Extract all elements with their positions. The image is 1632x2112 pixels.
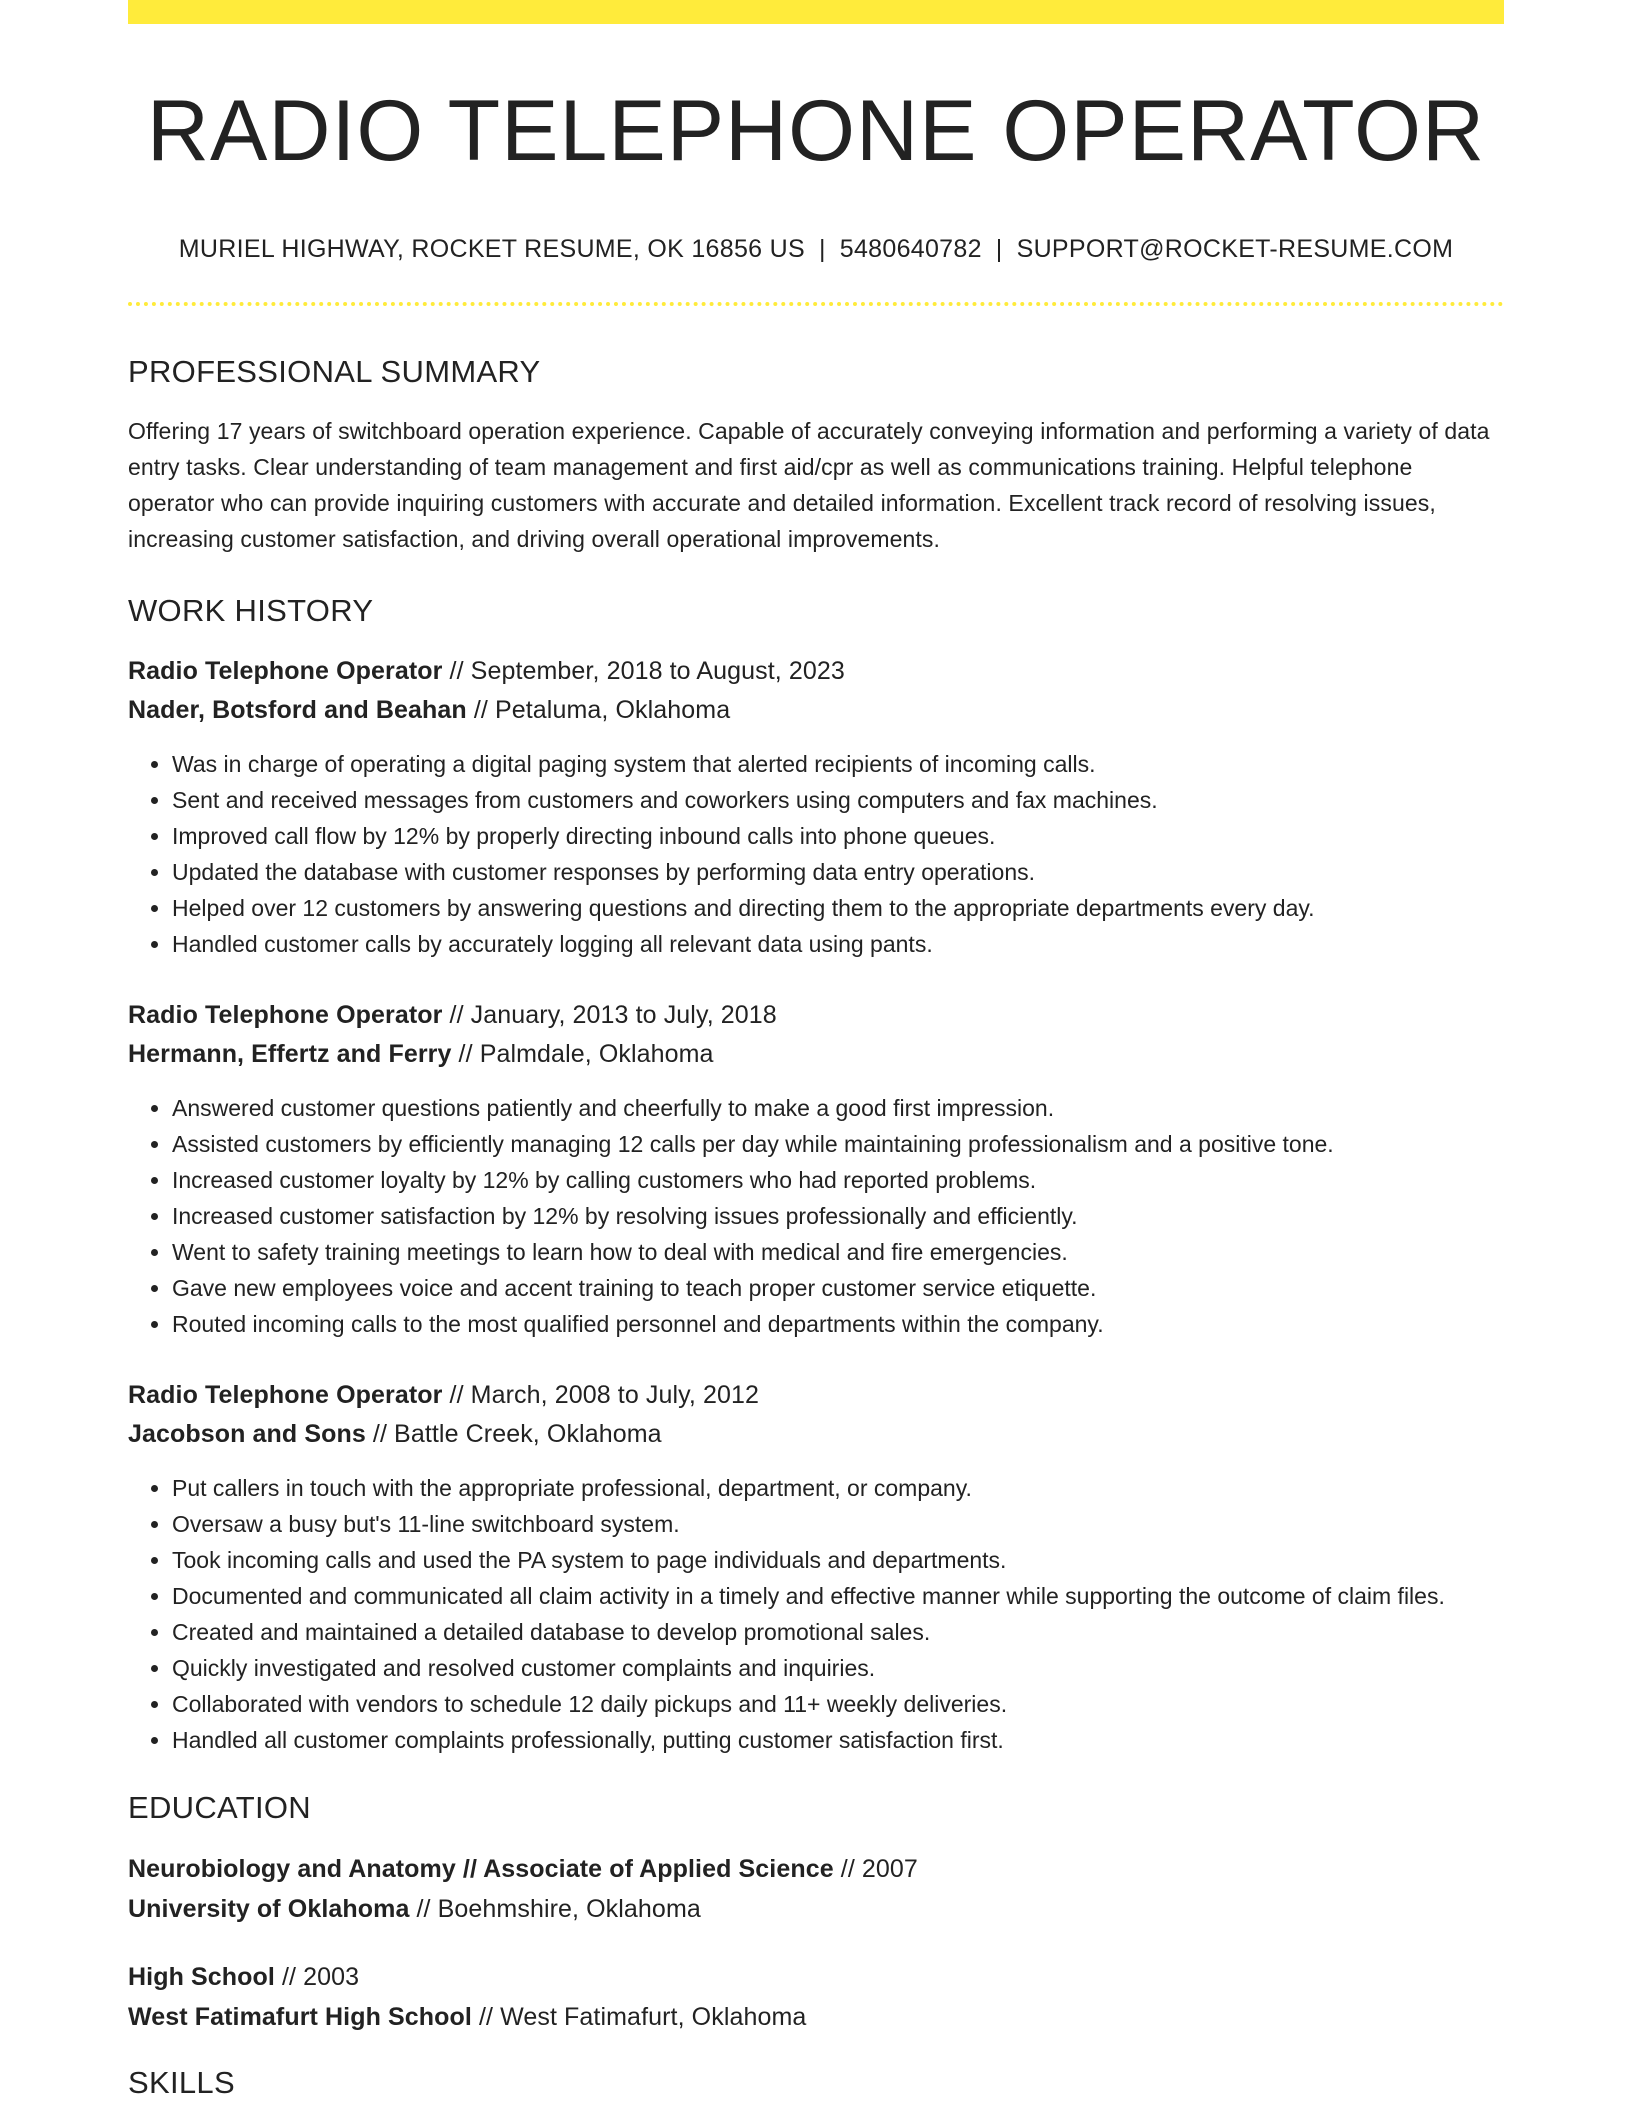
job-location: // Palmdale, Oklahoma bbox=[451, 1039, 714, 1068]
list-item: • Sent and received messages from customers and coworkers using computers and fax machines. bbox=[172, 782, 1504, 818]
list-item: • Handled all customer complaints professionally, putting customer satisfaction first. bbox=[172, 1722, 1504, 1758]
education-degree: Neurobiology and Anatomy // Associate of Applied Science bbox=[128, 1854, 834, 1883]
skills-heading: SKILLS bbox=[128, 2064, 235, 2100]
list-item: • Handled customer calls by accurately logging all relevant data using pants. bbox=[172, 926, 1504, 962]
list-item: • Answered customer questions patiently and cheerfully to make a good first impression. bbox=[172, 1090, 1504, 1126]
job-dates: // March, 2008 to July, 2012 bbox=[442, 1380, 759, 1409]
contact-line bbox=[128, 235, 1504, 264]
list-item: • Collaborated with vendors to schedule 12 daily pickups and 11+ weekly deliveries. bbox=[172, 1686, 1504, 1722]
job-company-line bbox=[128, 1415, 1504, 1454]
accent-top-bar bbox=[128, 0, 1504, 24]
phone: 5480640782 bbox=[839, 234, 982, 263]
job-entry bbox=[128, 1376, 1504, 1758]
job-role: Radio Telephone Operator bbox=[128, 656, 443, 685]
job-company: Nader, Botsford and Beahan bbox=[128, 695, 467, 724]
list-item: • Updated the database with customer responses by performing data entry operations. bbox=[172, 854, 1504, 890]
job-entry bbox=[128, 652, 1504, 962]
education-entry bbox=[128, 1957, 1504, 2037]
education-degree-line bbox=[128, 1957, 1504, 1997]
list-item: • Improved call flow by 12% by properly directing inbound calls into phone queues. bbox=[172, 818, 1504, 854]
job-bullets bbox=[128, 1090, 1504, 1342]
list-item: • Was in charge of operating a digital paging system that alerted recipients of incoming calls. bbox=[172, 746, 1504, 782]
address: MURIEL HIGHWAY, ROCKET RESUME, OK 16856 US bbox=[178, 234, 805, 263]
summary-heading: PROFESSIONAL SUMMARY bbox=[128, 353, 541, 389]
list-item: • Took incoming calls and used the PA system to page individuals and departments. bbox=[172, 1542, 1504, 1578]
list-item: • Put callers in touch with the appropriate professional, department, or company. bbox=[172, 1470, 1504, 1506]
job-bullets bbox=[128, 746, 1504, 962]
education-location: // Boehmshire, Oklahoma bbox=[409, 1894, 701, 1923]
education-year: // 2007 bbox=[833, 1854, 918, 1883]
list-item: • Gave new employees voice and accent training to teach proper customer service etiquette. bbox=[172, 1270, 1504, 1306]
separator: | bbox=[818, 234, 826, 263]
job-company-line bbox=[128, 691, 1504, 730]
email: SUPPORT@ROCKET-RESUME.COM bbox=[1016, 234, 1454, 263]
education-year: // 2003 bbox=[274, 1962, 360, 1991]
job-bullets bbox=[128, 1470, 1504, 1758]
summary-text: Offering 17 years of switchboard operation experience. Capable of accurately conveying information and performing a variety of data entry tasks. Clear understanding of team management and first aid/cpr as well as communications training. Helpful telephone operator who can provide inquiring customers with accurate and detailed information. Excellent track record of resolving issues, increasing customer satisfaction, and driving overall operational improvements. bbox=[128, 417, 1490, 552]
separator: | bbox=[995, 234, 1003, 263]
list-item: • Created and maintained a detailed database to develop promotional sales. bbox=[172, 1614, 1504, 1650]
list-item: • Helped over 12 customers by answering questions and directing them to the appropriate departments every day. bbox=[172, 890, 1504, 926]
education-entry bbox=[128, 1849, 1504, 1929]
job-role: Radio Telephone Operator bbox=[128, 1380, 443, 1409]
resume-page bbox=[128, 0, 1504, 2101]
list-item: • Routed incoming calls to the most qualified personnel and departments within the company. bbox=[172, 1306, 1504, 1342]
education-degree-line bbox=[128, 1849, 1504, 1889]
list-item: • Oversaw a busy but's 11-line switchboard system. bbox=[172, 1506, 1504, 1542]
job-dates: // September, 2018 to August, 2023 bbox=[442, 656, 845, 685]
list-item: • Went to safety training meetings to learn how to deal with medical and fire emergencies. bbox=[172, 1234, 1504, 1270]
job-entry bbox=[128, 996, 1504, 1342]
job-role-line bbox=[128, 1376, 1504, 1415]
education-school: University of Oklahoma bbox=[128, 1894, 410, 1923]
job-role-line bbox=[128, 996, 1504, 1035]
list-item: • Increased customer satisfaction by 12% by resolving issues professionally and efficiently. bbox=[172, 1198, 1504, 1234]
education-heading: EDUCATION bbox=[128, 1789, 311, 1825]
job-role-line bbox=[128, 652, 1504, 691]
education-school-line bbox=[128, 1997, 1504, 2037]
job-role: Radio Telephone Operator bbox=[128, 1000, 443, 1029]
job-company: Jacobson and Sons bbox=[128, 1419, 366, 1448]
education-school-line bbox=[128, 1889, 1504, 1929]
job-location: // Petaluma, Oklahoma bbox=[466, 695, 731, 724]
job-company: Hermann, Effertz and Ferry bbox=[128, 1039, 452, 1068]
list-item: • Quickly investigated and resolved customer complaints and inquiries. bbox=[172, 1650, 1504, 1686]
education-degree: High School bbox=[128, 1962, 275, 1991]
list-item: • Increased customer loyalty by 12% by calling customers who had reported problems. bbox=[172, 1162, 1504, 1198]
education-location: // West Fatimafurt, Oklahoma bbox=[471, 2002, 807, 2031]
dotted-divider bbox=[128, 302, 1504, 306]
job-dates: // January, 2013 to July, 2018 bbox=[442, 1000, 777, 1029]
work-history-heading: WORK HISTORY bbox=[128, 592, 374, 628]
resume-title: RADIO TELEPHONE OPERATOR bbox=[146, 83, 1486, 179]
job-company-line bbox=[128, 1035, 1504, 1074]
list-item: • Assisted customers by efficiently managing 12 calls per day while maintaining professionalism and a positive tone. bbox=[172, 1126, 1504, 1162]
education-school: West Fatimafurt High School bbox=[128, 2002, 472, 2031]
list-item: • Documented and communicated all claim activity in a timely and effective manner while supporting the outcome of claim files. bbox=[172, 1578, 1504, 1614]
job-location: // Battle Creek, Oklahoma bbox=[365, 1419, 662, 1448]
